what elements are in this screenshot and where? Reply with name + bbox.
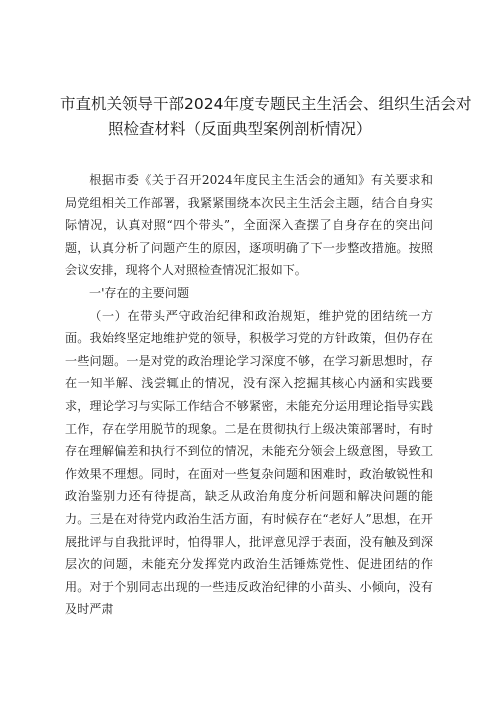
section-heading: 一'存在的主要问题 xyxy=(89,285,190,300)
title-line-1: 市直机关领导干部2024年度专题民主生活会、组织生活会对 xyxy=(60,95,472,113)
title-line-2: 照检查材料（反面典型案例剖析情况） xyxy=(108,120,372,138)
intro-paragraph: 根据市委《关于召开2024年度民主生活会的通知》有关要求和局党组相关工作部署，我紧紧围绕本次民主生活会主题，结合自身实际情况，认真对照“四个带头”，全面深入查摆了自身存在的突出问题，认真分析了问题产生的原因，逐项明确了下一步整改措施。按照会议安排，现将个人对照检查情况汇报如下。 xyxy=(65,173,433,278)
document-title xyxy=(60,92,472,142)
document-body xyxy=(65,169,433,621)
section-paragraph: （一）在带头严守政治纪律和政治规矩，维护党的团结统一方面。我始终坚定地维护党的领导，积极学习党的方针政策，但仍存在一些问题。一是对党的政治理论学习深度不够，在学习新思想时，存在一知半解、浅尝辄止的情况，没有深入挖掘其核心内涵和实践要求，理论学习与实际工作结合不够紧密，未能充分运用理论指导实践工作，存在学用脱节的现象。二是在贯彻执行上级决策部署时，有时存在理解偏差和执行不到位的情况，未能充分领会上级意图，导致工作效果不理想。同时，在面对一些复杂问题和困难时，政治敏锐性和政治鉴别力还有待提高，缺乏从政治角度分析问题和解决问题的能力。三是在对待党内政治生活方面，有时候存在“老好人”思想，在开展批评与自我批评时，怕得罪人，批评意见浮于表面，没有触及到深层次的问题，未能充分发挥党内政治生活锤炼党性、促进团结的作用。对于个别同志出现的一些违反政治纪律的小苗头、小倾向，没有及时严肃 xyxy=(65,308,433,617)
